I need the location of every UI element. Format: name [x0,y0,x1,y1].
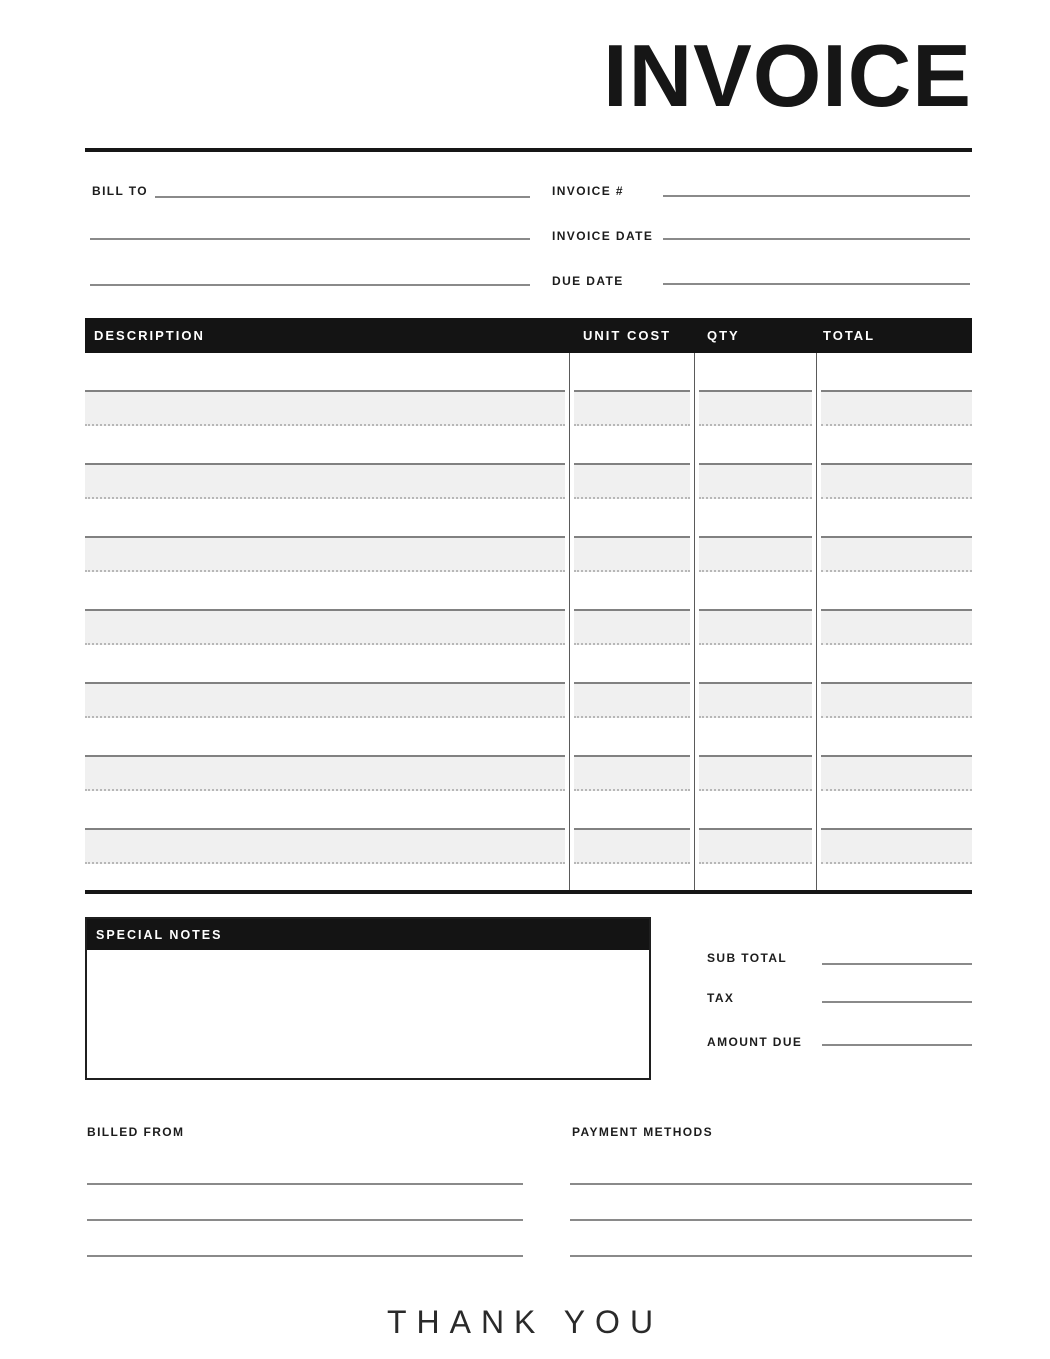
item-cell-description[interactable] [85,791,565,830]
item-cell-description[interactable] [85,645,565,684]
item-cell-qty[interactable] [699,538,812,572]
item-cell-unit-cost[interactable] [574,499,690,538]
special-notes-input-area[interactable] [87,950,649,1076]
item-cell-total[interactable] [821,499,972,538]
item-cell-qty[interactable] [699,684,812,718]
item-cell-total[interactable] [821,465,972,499]
payment-methods-label: PAYMENT METHODS [572,1125,714,1139]
tax-field-line[interactable] [822,1001,972,1003]
item-cell-total[interactable] [821,791,972,830]
bill-to-field-line-1[interactable] [155,196,530,198]
amount-due-field-line[interactable] [822,1044,972,1046]
item-cell-description[interactable] [85,353,565,392]
billed-from-label: BILLED FROM [87,1125,185,1139]
items-table-body [85,353,972,894]
amount-due-label: AMOUNT DUE [707,1035,803,1049]
invoice-number-label: INVOICE # [552,184,624,198]
item-cell-qty[interactable] [699,465,812,499]
thank-you-text: THANK YOU [386,1304,664,1340]
item-cell-unit-cost[interactable] [574,426,690,465]
column-header-description: DESCRIPTION [94,328,205,343]
items-column-qty [695,353,817,890]
item-cell-description[interactable] [85,426,565,465]
due-date-field-line[interactable] [663,283,970,285]
item-cell-unit-cost[interactable] [574,465,690,499]
item-cell-qty[interactable] [699,757,812,791]
item-cell-description[interactable] [85,538,565,572]
item-cell-unit-cost[interactable] [574,538,690,572]
item-cell-unit-cost[interactable] [574,684,690,718]
tax-label: TAX [707,991,735,1005]
item-cell-total[interactable] [821,645,972,684]
billed-from-field-line-2[interactable] [87,1185,523,1221]
payment-methods-field-line-3[interactable] [570,1221,972,1257]
item-cell-qty[interactable] [699,426,812,465]
items-column-total [817,353,972,890]
payment-methods-field-lines [570,1149,972,1257]
item-cell-unit-cost[interactable] [574,830,690,864]
payment-methods-field-line-1[interactable] [570,1149,972,1185]
sub-total-label: SUB TOTAL [707,951,788,965]
payment-methods-field-line-2[interactable] [570,1185,972,1221]
billed-from-field-lines [87,1149,523,1257]
invoice-date-label: INVOICE DATE [552,229,654,243]
item-cell-unit-cost[interactable] [574,645,690,684]
items-column-description [85,353,570,890]
bill-to-field-line-3[interactable] [90,284,530,286]
column-header-total: TOTAL [823,328,876,343]
invoice-number-field-line[interactable] [663,195,970,197]
bill-to-field-line-2[interactable] [90,238,530,240]
items-column-unit-cost [570,353,695,890]
item-cell-qty[interactable] [699,611,812,645]
item-cell-total[interactable] [821,353,972,392]
column-header-unit-cost: UNIT COST [583,328,672,343]
page-title: INVOICE [603,26,972,125]
item-cell-total[interactable] [821,392,972,426]
item-cell-qty[interactable] [699,499,812,538]
item-cell-unit-cost[interactable] [574,757,690,791]
item-cell-total[interactable] [821,718,972,757]
item-cell-total[interactable] [821,426,972,465]
bill-to-label: BILL TO [92,184,149,198]
sub-total-field-line[interactable] [822,963,972,965]
item-cell-qty[interactable] [699,392,812,426]
item-cell-unit-cost[interactable] [574,353,690,392]
item-cell-qty[interactable] [699,830,812,864]
item-cell-description[interactable] [85,830,565,864]
item-cell-description[interactable] [85,499,565,538]
item-cell-description[interactable] [85,465,565,499]
billed-from-field-line-3[interactable] [87,1221,523,1257]
item-cell-total[interactable] [821,830,972,864]
item-cell-total[interactable] [821,538,972,572]
item-cell-unit-cost[interactable] [574,791,690,830]
item-cell-total[interactable] [821,572,972,611]
invoice-date-field-line[interactable] [663,238,970,240]
item-cell-total[interactable] [821,684,972,718]
item-cell-qty[interactable] [699,791,812,830]
header-divider [85,148,972,152]
item-cell-description[interactable] [85,684,565,718]
special-notes-label: SPECIAL NOTES [96,927,223,942]
item-cell-description[interactable] [85,392,565,426]
item-cell-description[interactable] [85,718,565,757]
item-cell-description[interactable] [85,757,565,791]
item-cell-qty[interactable] [699,645,812,684]
item-cell-qty[interactable] [699,353,812,392]
item-cell-qty[interactable] [699,572,812,611]
item-cell-total[interactable] [821,757,972,791]
item-cell-unit-cost[interactable] [574,392,690,426]
item-cell-description[interactable] [85,611,565,645]
item-cell-unit-cost[interactable] [574,611,690,645]
billed-from-field-line-1[interactable] [87,1149,523,1185]
column-header-qty: QTY [707,328,740,343]
item-cell-qty[interactable] [699,718,812,757]
items-table-header [85,318,972,353]
item-cell-unit-cost[interactable] [574,572,690,611]
due-date-label: DUE DATE [552,274,624,288]
items-table [85,318,972,894]
special-notes-header [87,919,649,950]
item-cell-description[interactable] [85,572,565,611]
special-notes-box [85,917,651,1080]
item-cell-total[interactable] [821,611,972,645]
item-cell-unit-cost[interactable] [574,718,690,757]
